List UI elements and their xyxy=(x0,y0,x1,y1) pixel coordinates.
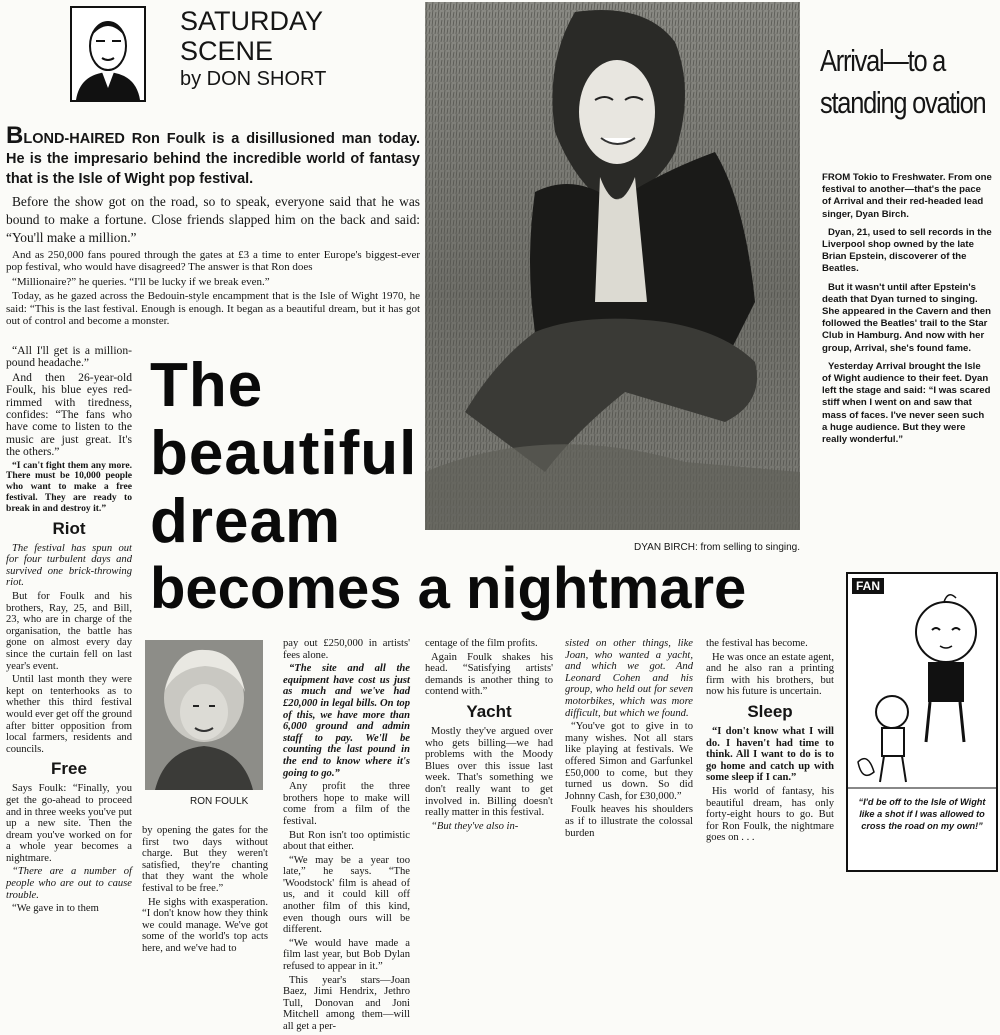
photo-dyan-birch xyxy=(425,2,800,530)
col1-p9: “We gave in to them xyxy=(12,903,99,915)
cartoon-caption: “I'd be off to the Isle of Wight like a shot if I was allowed to cross the road on my own!” xyxy=(858,797,986,831)
subhead-yacht: Yacht xyxy=(466,701,512,721)
col5-p2: “You've got to give in to many wishes. Not all stars like playing at festivals. We offered Simon and Garfunkel £50,000 to come, but they turned us down. So did Johnny Cash, for £30,000.” xyxy=(565,721,693,802)
col6-p3: “I don't know what I will do. I haven't had time to think. All I want to do is to go home and catch up with some sleep if I can.” xyxy=(706,725,834,784)
col4-p1: centage of the film profits. xyxy=(425,638,538,649)
byline: by DON SHORT xyxy=(180,68,327,90)
col3-p3: Any profit the three brothers hope to make will come from a film of the festival. xyxy=(283,781,410,827)
drop-cap: B xyxy=(6,122,24,149)
lead-paragraph-2: Before the show got on the road, so to speak, everyone said that he was bound to make a fortune. Close friends slapped him on the back and said: “You'll make a million.” xyxy=(6,194,420,245)
col1-p8: “There are a number of people who are out to cause trouble. xyxy=(6,866,132,901)
col3-p6: “We would have made a film last year, but Bob Dylan refused to appear in it.” xyxy=(283,937,410,973)
col5-p3: Foulk heaves his shoulders as if to illustrate the colossal burden xyxy=(565,804,693,839)
sidebar-p1: FROM Tokio to Freshwater. From one festival to another—that's the pace of Arrival and their red-headed lead singer, Dyan Birch. xyxy=(822,172,992,220)
col4-p4: “But they've also in- xyxy=(431,820,519,832)
col1-p4: The festival has spun out for four turbulent days and survived one brick-throwing riot. xyxy=(6,542,132,589)
subhead-sleep: Sleep xyxy=(747,701,793,721)
col6-p4: His world of fantasy, his beautiful dream, has only forty-eight hours to go. But for Ron Foulk, the nightmare goes on . . . xyxy=(706,785,834,844)
headline-line-4: becomes a nightmare xyxy=(150,556,747,621)
col4-p3: Mostly they've argued over who gets billing—we had problems with the Moody Blues over this issue last week. That's something we don't really want to get involved in. Billing doesn't really matter in this festival. xyxy=(425,725,553,819)
col6-p2: He was once an estate agent, and he also ran a printing firm with his brothers, but now his future is uncertain. xyxy=(706,651,834,698)
photo-caption-main: DYAN BIRCH: from selling to singing. xyxy=(634,542,800,553)
column-4 xyxy=(425,638,553,834)
photo-caption-small: RON FOULK xyxy=(190,796,249,807)
col1-p2: And then 26-year-old Foulk, his blue eyes red-rimmed with tiredness, confides: “The fans who have come to listen to the music are just great. It's the others.” xyxy=(6,370,132,459)
subhead-free: Free xyxy=(51,759,87,779)
subhead-riot: Riot xyxy=(52,518,86,538)
col3-p4: But Ron isn't too optimistic about that either. xyxy=(283,829,410,853)
col1-p6: Until last month they were kept on tenterhooks as to whether this third festival would ever get off the ground after bitter opposition from local farmers, residents and councils. xyxy=(6,674,133,755)
sidebar-headline: Arrival—to a standing ovation xyxy=(820,43,986,120)
sidebar-p3: But it wasn't until after Epstein's death that Dyan turned to singing. She appeared in the Cavern and then followed the Beatles' trail to the Star Club in Hamburg. And now with her group, Arrival, she's found fame. xyxy=(822,281,991,354)
cartoon-box xyxy=(846,572,998,872)
column-3 xyxy=(283,638,410,1035)
sidebar-p2: Dyan, 21, used to sell records in the Liverpool shop owned by the late Brian Epstein, discoverer of the Beatles. xyxy=(822,226,992,275)
lead-text xyxy=(6,122,420,329)
col2b-p2: He sighs with exasperation. “I don't know how they think we could manage. We've got some of the world's top acts here, and we've had to xyxy=(142,896,268,954)
col3-p1: pay out £250,000 in artists' fees alone. xyxy=(283,638,410,661)
cartoon-drawing xyxy=(848,592,996,792)
lead-paragraph-3: And as 250,000 fans poured through the gates at £3 a time to enter Europe's biggest-ever pop festival, who would have disagreed? The answer is that Ron does xyxy=(6,249,420,274)
lead-intro xyxy=(6,122,420,189)
col2b-p1: by opening the gates for the first two days without charge. But they weren't satisfied, they're chanting that they want the whole festival to be free.” xyxy=(142,825,268,894)
col3-p5: “We may be a year too late,” he says. “The 'Woodstock' film is ahead of us, and it could kill off another film of this kind, even though ours will be different. xyxy=(283,854,410,936)
lead-paragraph-5: Today, as he gazed across the Bedouin-style encampment that is the Isle of Wight 1970, he said: “This is the last festival. Enough is enough. It began as a beautiful dream, but it has got out of control and become a monster. xyxy=(6,290,420,328)
column-5 xyxy=(565,638,693,841)
column-title xyxy=(180,6,420,92)
headline-line-3: dream xyxy=(150,487,342,556)
col1-p3: “I can't fight them any more. There must be 10,000 people who want to make a free festival. They are ready to break in and destroy it.” xyxy=(6,459,132,514)
lead-intro-text: LOND-HAIRED Ron Foulk is a disillusioned man today. He is the impresario behind the incredible world of fantasy that is the Isle of Wight pop festival. xyxy=(6,131,420,187)
column-title-line2: SCENE xyxy=(180,36,274,66)
col3-p7: This year's stars—Joan Baez, Jimi Hendrix, Jethro Tull, Donovan and Joni Mitchell among them—will all get a per- xyxy=(283,974,410,1032)
column-6 xyxy=(706,638,834,846)
col1-p7: Says Foulk: “Finally, you get the go-ahead to proceed and in three weeks you've put up a new site. Then the dream you've worked on for a whole year becomes a nightmare. xyxy=(6,783,132,864)
column-title-line1: SATURDAY xyxy=(180,6,324,36)
col1-p1: “All I'll get is a million-pound headache.” xyxy=(6,344,132,370)
headline-line-1: The xyxy=(150,351,264,420)
cartoon-tag: FAN xyxy=(852,578,884,594)
col4-p2: Again Foulk shakes his head. “Satisfying artists' demands is another thing to contend with.” xyxy=(425,651,553,698)
headline-line-2: beautiful xyxy=(150,419,418,488)
col6-p1: the festival has become. xyxy=(706,638,808,649)
col3-p2: “The site and all the equipment have cost us just as much and we've had £20,000 in legal bills. On top of this, we have more than 6,000 ground and admin staff to pay. We'll be counting the last pound in the end to know where it's going to go.” xyxy=(283,663,410,779)
lead-paragraph-4: “Millionaire?” he queries. “I'll be lucky if we break even.” xyxy=(12,275,270,288)
column-2-bottom xyxy=(142,825,268,957)
col1-p5: But for Foulk and his brothers, Ray, 25, and Bill, 23, who are in charge of the organisation, the battle has gone on almost every day since the curtain fell on last year's event. xyxy=(6,591,132,672)
columnist-portrait xyxy=(70,6,146,102)
photo-ron-foulk xyxy=(145,640,263,790)
column-1-top xyxy=(6,345,132,917)
sidebar-text xyxy=(822,172,992,448)
col5-p1: sisted on other things, like Joan, who wanted a yacht, and which we got. And Leonard Cohen and his group, who held out for seven motorbikes, which was more difficult, but which we found. xyxy=(565,638,693,719)
sidebar-p4: Yesterday Arrival brought the Isle of Wight audience to their feet. Dyan left the stage and said: “I was scared stiff when I went on and saw that mass of faces. I've never seen such a huge audience. But they were really wonderful.” xyxy=(822,360,991,446)
